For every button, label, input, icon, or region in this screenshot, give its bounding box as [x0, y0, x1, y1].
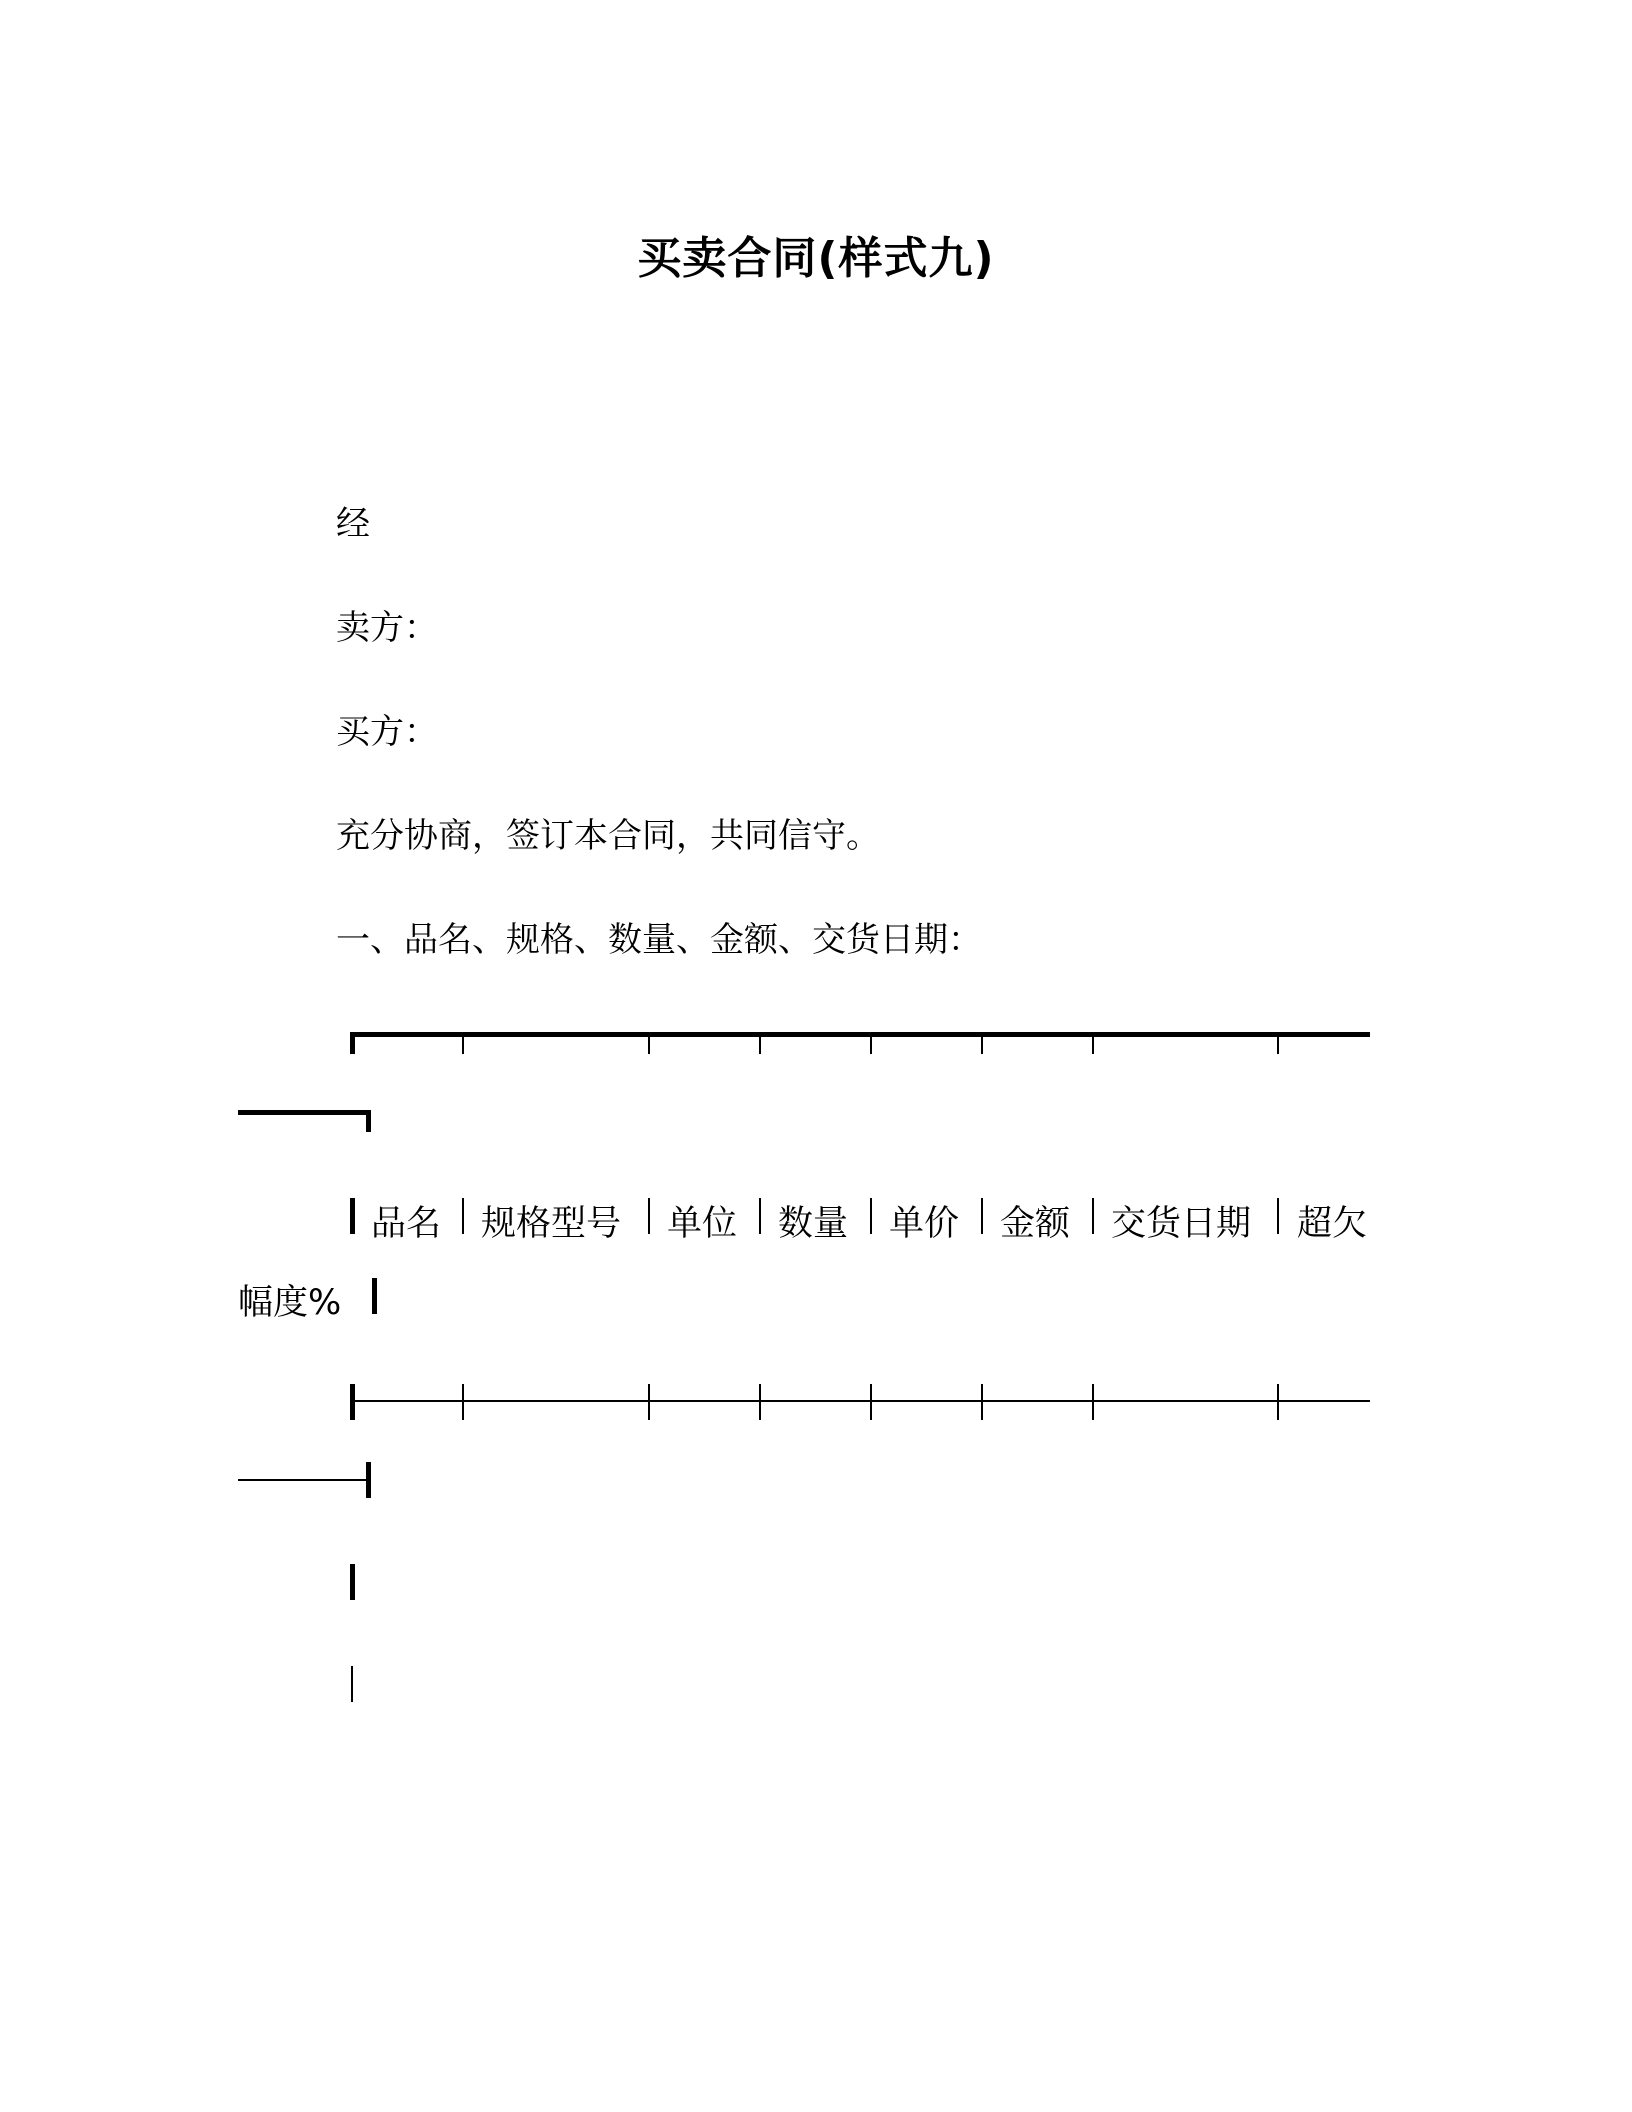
- header-cell: 超欠: [1297, 1204, 1368, 1244]
- table-border-fragment: [350, 1564, 355, 1600]
- header-cell-wrap: 幅度%: [238, 1283, 342, 1323]
- header-cell: 数量: [778, 1204, 849, 1244]
- header-cell: 规格型号: [481, 1204, 622, 1244]
- header-cell: 品名: [371, 1204, 442, 1244]
- seller-label: 卖方：: [336, 608, 438, 648]
- buyer-label: 买方：: [336, 712, 438, 752]
- header-cell: 金额: [1000, 1204, 1071, 1244]
- line-jing: 经: [336, 504, 370, 544]
- section-1-heading: 一、品名、规格、数量、金额、交货日期：: [336, 920, 982, 960]
- header-cell: 单价: [889, 1204, 960, 1244]
- table-border-fragment: [351, 1666, 353, 1702]
- header-cell: 单位: [667, 1204, 738, 1244]
- document-title: 买卖合同(样式九): [637, 233, 995, 284]
- agreement-text: 充分协商，签订本合同，共同信守。: [336, 816, 880, 856]
- header-cell: 交货日期: [1111, 1204, 1252, 1244]
